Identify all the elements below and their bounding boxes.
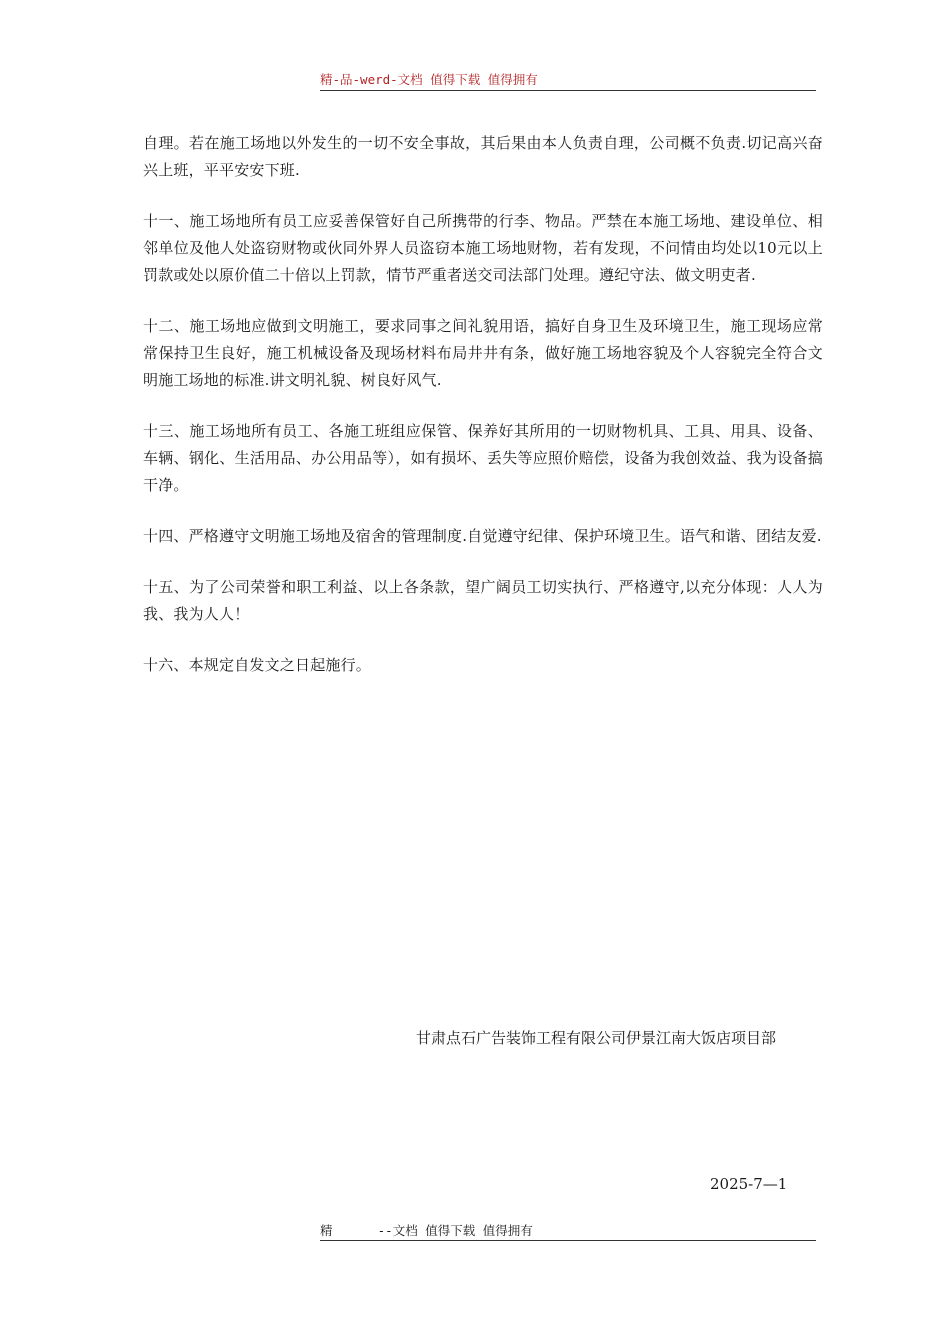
page-header (320, 72, 816, 91)
paragraph-clause-13: 十三、施工场地所有员工、各施工班组应保管、保养好其所用的一切财物机具、工具、用具、设备、车辆、钢化、生活用品、办公用品等），如有损坏、丢失等应照价赔偿，设备为我创效益、我为设备搞干净。 (143, 422, 823, 494)
page-footer (320, 1223, 816, 1241)
paragraph-clause-11: 十一、施工场地所有员工应妥善保管好自己所携带的行李、物品。严禁在本施工场地、建设单位、相邻单位及他人处盗窃财物或伙同外界人员盗窃本施工场地财物，若有发现，不问情由均处以10元以上罚款或处以原价值二十倍以上罚款，情节严重者送交司法部门处理。遵纪守法、做文明吏者. (143, 212, 823, 284)
paragraph-clause-14: 十四、严格遵守文明施工场地及宿舍的管理制度.自觉遵守纪律、保护环境卫生。语气和谐、团结友爱. (143, 527, 822, 545)
document-body (143, 130, 823, 703)
company-signature: 甘肃点石广告装饰工程有限公司伊景江南大饭店项目部 (416, 1029, 777, 1047)
paragraph-clause-16: 十六、本规定自发文之日起施行。 (143, 656, 372, 674)
document-date: 2025-7—1 (710, 1175, 788, 1193)
footer-text: 精 --文档 值得下载 值得拥有 (320, 1223, 533, 1238)
paragraph-clause-12: 十二、施工场地应做到文明施工，要求同事之间礼貌用语，搞好自身卫生及环境卫生，施工现场应常常保持卫生良好，施工机械设备及现场材料布局井井有条，做好施工场地容貌及个人容貌完全符合文明施工场地的标准.讲文明礼貌、树良好风气. (143, 317, 823, 389)
paragraph-continuation: 自理。若在施工场地以外发生的一切不安全事故，其后果由本人负责自理，公司概不负责.切记高兴奋兴上班，平平安安下班. (143, 134, 823, 179)
header-text: 精-品-werd-文档 值得下载 值得拥有 (320, 72, 538, 87)
paragraph-clause-15: 十五、为了公司荣誉和职工利益、以上各条款，望广阔员工切实执行、严格遵守,以充分体现：人人为我、我为人人！ (143, 578, 823, 623)
